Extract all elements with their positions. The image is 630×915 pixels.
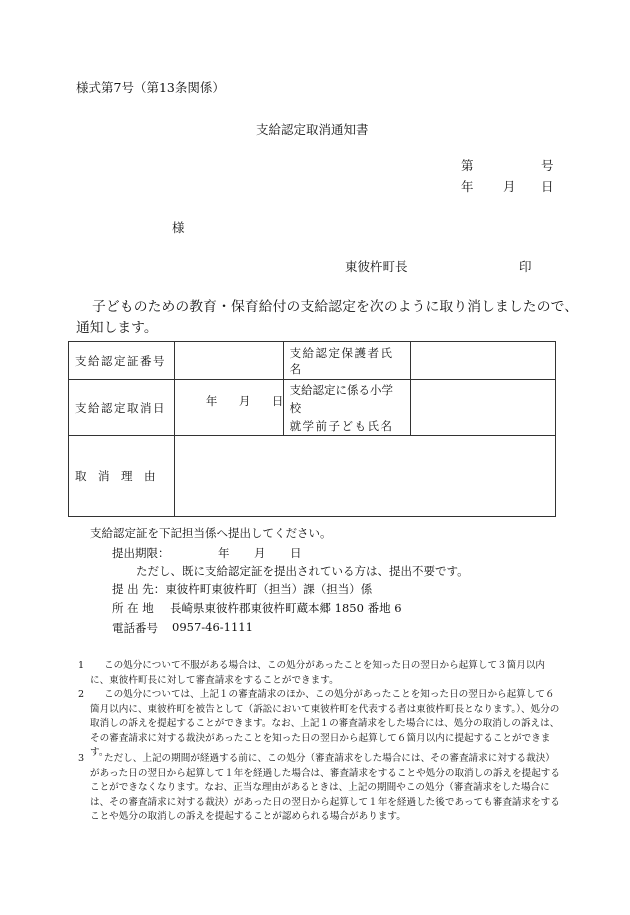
deadline-day: 日 [290, 546, 302, 560]
address-value: 長崎県東彼杵郡東彼杵町蔵本郷 1850 番地 6 [170, 601, 402, 615]
document-number-suffix: 号 [541, 158, 554, 173]
note-2-text: この処分については、上記１の審査請求のほか、この処分があったことを知った日の翌日から起算して６箇月以内に、東彼杵町を被告として（訴訟において東彼杵町を代表する者は東彼杵町長となります。）、処分の取消しの訴えを提起することができます。なお、上記１の審査請求をした場合には、処分の取消しの訴えは、その審査請求に対する裁決があったことを知った日の翌日から起算して６箇月以内に提起することができます。 [90, 689, 560, 759]
child-name-field[interactable] [411, 380, 556, 436]
addressee-honorific: 様 [172, 220, 185, 235]
note-1-number: 1 [78, 660, 85, 671]
issue-date-day: 日 [541, 179, 554, 194]
note-2-number: 2 [78, 689, 85, 700]
deadline-label: 提出期限： [112, 546, 170, 560]
submission-instruction: 支給認定証を下記担当係へ提出してください。 [90, 526, 332, 540]
note-3-text: ただし、上記の期間が経過する前に、この処分（審査請求をした場合には、その審査請求に対する裁決）があった日の翌日から起算して１年を経過した場合は、審査請求をすることや処分の取消しの訴えを提起することができなくなります。なお、正当な理由があるときは、上記の期間やこの処分（審査請求をした場合には、その審査請求に対する裁決）があった日の翌日から起算して１年を経過した後であっても審査請求をすることや処分の取消しの訴えを提起することが認められる場合があります。 [90, 753, 560, 823]
note-2 [78, 688, 563, 761]
seal-mark: 印 [519, 259, 532, 274]
submission-exemption: ただし、既に支給認定証を提出されている方は、提出不要です。 [136, 564, 469, 578]
document-title: 支給認定取消通知書 [256, 122, 369, 137]
phone-value: 0957-46-1111 [172, 620, 253, 634]
child-name-label [283, 380, 411, 436]
reason-field[interactable] [174, 436, 555, 517]
address-label: 所 在 地 [112, 601, 154, 615]
child-name-label-line-1: 支給認定に係る小学校 [289, 383, 394, 415]
child-name-label-line-2: 就学前子ども氏名 [289, 419, 394, 433]
note-1-text: この処分について不服がある場合は、この処分があったことを知った日の翌日から起算して３箇月以内に、東彼杵町長に対して審査請求をすることができます。 [90, 660, 546, 686]
destination-row [112, 581, 372, 597]
revocation-form-table [68, 341, 556, 517]
revocation-date-month: 月 [238, 394, 251, 408]
revocation-date-day: 日 [271, 394, 284, 408]
phone-label: 電話番号 [112, 621, 158, 635]
cert-number-field[interactable] [174, 342, 283, 380]
intro-line-2: 通知します。 [76, 320, 158, 336]
sender-title: 東彼杵町長 [345, 259, 408, 274]
revocation-date-field[interactable] [174, 380, 283, 436]
guardian-name-field[interactable] [411, 342, 556, 380]
deadline-month: 月 [254, 546, 266, 560]
cert-number-label: 支給認定証番号 [69, 342, 175, 380]
revocation-date-label: 支給認定取消日 [69, 380, 175, 436]
note-1 [78, 659, 563, 688]
destination-value: 東彼杵町東彼杵町（担当）課（担当）係 [165, 582, 373, 596]
issue-date-month: 月 [503, 179, 516, 194]
revocation-date-year: 年 [205, 394, 218, 408]
reason-label: 取 消 理 由 [69, 436, 175, 517]
deadline-year: 年 [218, 546, 230, 560]
note-3 [78, 752, 563, 825]
form-number: 様式第7号（第13条関係） [76, 80, 225, 95]
issue-date-year: 年 [461, 179, 474, 194]
document-number-prefix: 第 [461, 158, 474, 173]
destination-label: 提 出 先： [112, 582, 166, 596]
intro-line-1: 子どものための教育・保育給付の支給認定を次のように取り消しましたので、 [92, 299, 579, 315]
note-3-number: 3 [78, 753, 85, 764]
guardian-name-label: 支給認定保護者氏名 [283, 342, 411, 380]
